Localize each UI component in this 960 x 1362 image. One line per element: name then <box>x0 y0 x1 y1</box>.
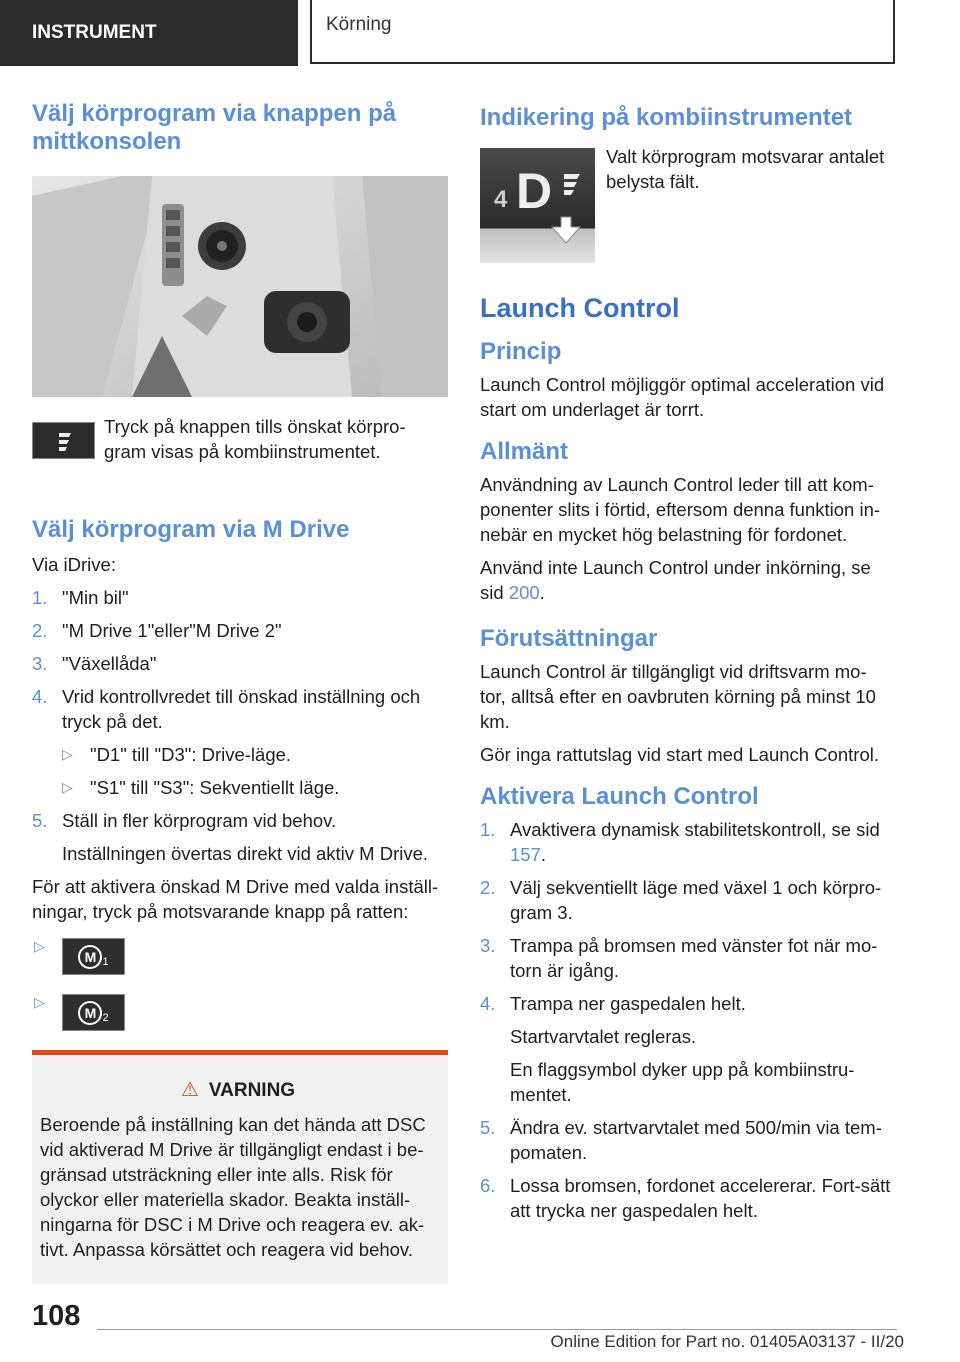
triangle-bullet-icon: ▷ <box>34 938 45 954</box>
edition-footer: Online Edition for Part no. 01405A03137 - II/20 <box>550 1332 904 1351</box>
cluster-bars-icon <box>480 148 595 263</box>
indication-text: Valt körprogram motsvarar antalet belysta fält. <box>606 146 885 192</box>
triangle-bullet-icon: ▷ <box>62 746 73 762</box>
heading-launch-control: Launch Control <box>480 293 680 323</box>
m2-button-icon: M $_2$ <box>62 994 125 1031</box>
console-illustration <box>32 176 448 397</box>
chapter-tab <box>310 0 895 64</box>
list-item: 3. "Växellåda" <box>32 653 157 674</box>
list-item: 5. Ändra ev. startvarvtalet med 500/min via tem-pomaten. <box>480 1117 882 1163</box>
section-tab: INSTRUMENT <box>0 0 298 66</box>
driving-program-button-icon <box>32 422 95 459</box>
allmant-text: Användning av Launch Control leder till att kom-ponenter slits i förtid, eftersom denna funktion in-nebär en mycket hög belastning för fordonet. <box>480 474 881 545</box>
button-caption-row <box>32 418 448 484</box>
allmant-text-2: Använd inte Launch Control under inkörning, se sid 200. <box>480 557 871 603</box>
m2-row <box>32 994 448 1034</box>
cluster-mode: D <box>516 163 553 219</box>
heading-button: Välj körprogram via knappen på mittkonsolen <box>32 100 397 155</box>
m1-button-icon: M $_1$ <box>62 938 125 975</box>
heading-forutsattningar: Förutsättningar <box>480 625 658 652</box>
warning-box <box>32 1050 448 1284</box>
page-number: 108 <box>32 1300 81 1332</box>
chapter-title: Körning <box>326 14 392 35</box>
step4-note: Startvarvtalet regleras. <box>510 1026 697 1047</box>
list-item: 5. Ställ in fler körprogram vid behov. <box>32 810 337 831</box>
warning-text: Beroende på inställning kan det hända att DSC vid aktiverad M Drive är tillgängligt endast i be-gränsad utsträckning eller inte alls. Risk för olyckor eller materiella skador. Beakta inställ-ningarna för DSC i M Drive och reagera ev. ak-tivt. Anpassa körsättet och reagera vid behov. <box>40 1114 426 1260</box>
button-caption: Tryck på knappen tills önskat körpro-gram visas på kombiinstrumentet. <box>104 416 406 462</box>
page-link-200[interactable]: 200 <box>508 582 540 603</box>
mdrive-paragraph: För att aktivera önskad M Drive med valda inställ-ningar, tryck på motsvarande knapp på ratten: <box>32 876 439 922</box>
page-link-157[interactable]: 157 <box>510 844 541 865</box>
left-column <box>32 100 448 1284</box>
indication-row <box>480 148 896 268</box>
heading-allmant: Allmänt <box>480 438 569 465</box>
via-idrive: Via iDrive: <box>32 554 116 575</box>
m1-row <box>32 938 448 978</box>
list-item: 2. "M Drive 1"eller"M Drive 2" <box>32 620 282 641</box>
forut-text-2: Gör inga rattutslag vid start med Launch Control. <box>480 744 879 765</box>
list-item: 1. Avaktivera dynamisk stabilitetskontroll, se sid 157. <box>480 819 880 865</box>
cluster-gear: 4 <box>494 186 508 213</box>
m1-label: M <box>78 945 102 969</box>
triangle-bullet-icon: ▷ <box>62 779 73 795</box>
right-column <box>480 104 896 1223</box>
list-item: 4. Trampa ner gaspedalen helt. <box>480 993 746 1014</box>
heading-aktivera: Aktivera Launch Control <box>480 783 759 810</box>
heading-mdrive: Välj körprogram via M Drive <box>32 516 350 543</box>
sub-item: ▷ "D1" till "D3": Drive-läge. <box>62 744 292 765</box>
list-item: 3. Trampa på bromsen med vänster fot när mo-torn är igång. <box>480 935 878 981</box>
step4-note: En flaggsymbol dyker upp på kombiinstru-mentet. <box>510 1059 855 1105</box>
step5-note: Inställningen övertas direkt vid aktiv M Drive. <box>62 843 429 864</box>
warning-triangle-icon: ⚠ <box>180 1079 199 1101</box>
list-item: 1. "Min bil" <box>32 587 129 608</box>
m2-label: M <box>78 1001 102 1025</box>
triangle-bullet-icon: ▷ <box>34 994 45 1010</box>
footer-divider <box>97 1329 897 1330</box>
heading-indication: Indikering på kombiinstrumentet <box>480 104 853 131</box>
list-item: 6. Lossa bromsen, fordonet accelererar. Fort-sätt att trycka ner gaspedalen helt. <box>480 1175 891 1221</box>
mdrive-steps <box>32 585 448 866</box>
list-item: 2. Välj sekventiellt läge med växel 1 och körpro-gram 3. <box>480 877 882 923</box>
sub-item: ▷ "S1" till "S3": Sekventiellt läge. <box>62 777 340 798</box>
console-photo <box>32 176 448 397</box>
list-item: 4. Vrid kontrollvredet till önskad inställning och tryck på det. <box>32 686 421 732</box>
launch-steps <box>480 817 896 1223</box>
heading-princip: Princip <box>480 338 562 365</box>
princip-text: Launch Control möjliggör optimal acceleration vid start om underlaget är torrt. <box>480 374 885 420</box>
page-header <box>0 0 960 66</box>
warning-heading: ⚠ VARNING <box>180 1079 296 1101</box>
forut-text: Launch Control är tillgängligt vid driftsvarm mo-tor, alltså efter en oavbruten körning på minst 10 km. <box>480 661 876 732</box>
cluster-display-image <box>480 148 595 263</box>
